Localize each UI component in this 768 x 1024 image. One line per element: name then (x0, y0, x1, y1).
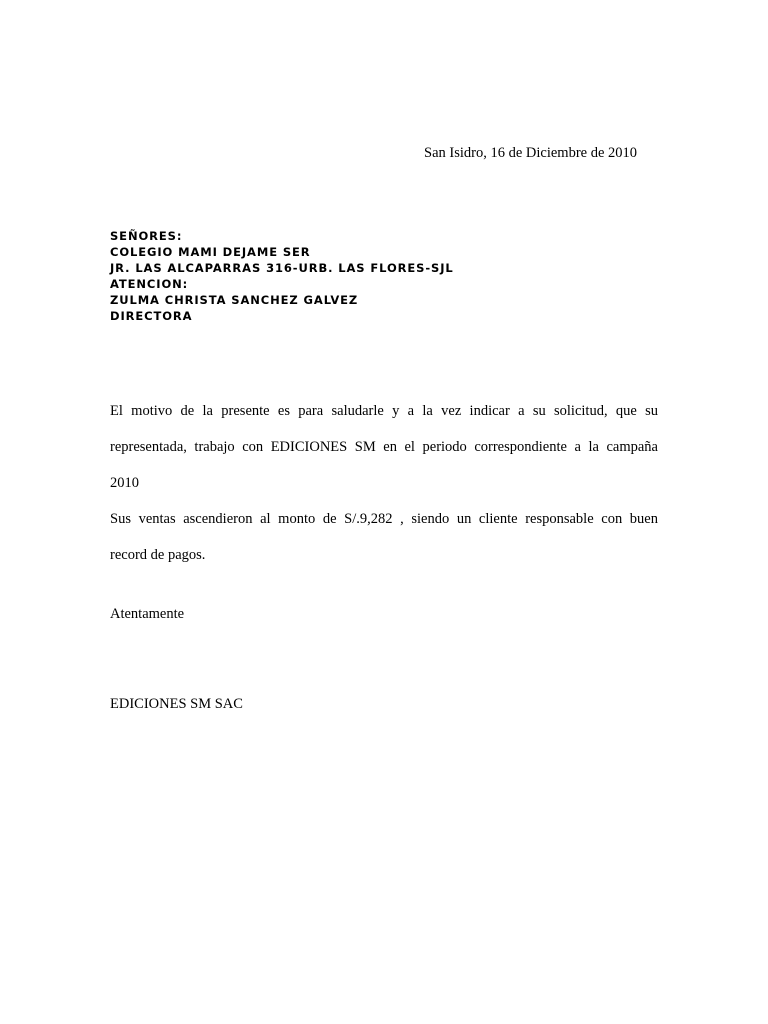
body-line-5: record de pagos. (110, 547, 206, 563)
recipient-greeting: SEÑORES: (110, 229, 183, 243)
recipient-attention-label: ATENCION: (110, 277, 189, 291)
letter-body (110, 393, 658, 573)
letter-signature: EDICIONES SM SAC (110, 696, 243, 712)
body-line-3: 2010 (110, 475, 139, 491)
letter-date: San Isidro, 16 de Diciembre de 2010 (424, 145, 638, 161)
body-line-4: Sus ventas ascendieron al monto de S/.9,282 , siendo un cliente responsable con buen (110, 511, 658, 527)
recipient-school: COLEGIO MAMI DEJAME SER (110, 245, 311, 259)
recipient-block (110, 228, 454, 324)
recipient-contact-title: DIRECTORA (110, 309, 193, 323)
recipient-contact-name: ZULMA CHRISTA SANCHEZ GALVEZ (110, 293, 359, 307)
recipient-address: JR. LAS ALCAPARRAS 316-URB. LAS FLORES-SJL (110, 261, 454, 275)
letter-closing: Atentamente (110, 606, 185, 622)
body-line-1: El motivo de la presente es para saludarle y a la vez indicar a su solicitud, que su (110, 403, 658, 419)
body-line-2: representada, trabajo con EDICIONES SM en el periodo correspondiente a la campaña (110, 439, 658, 455)
